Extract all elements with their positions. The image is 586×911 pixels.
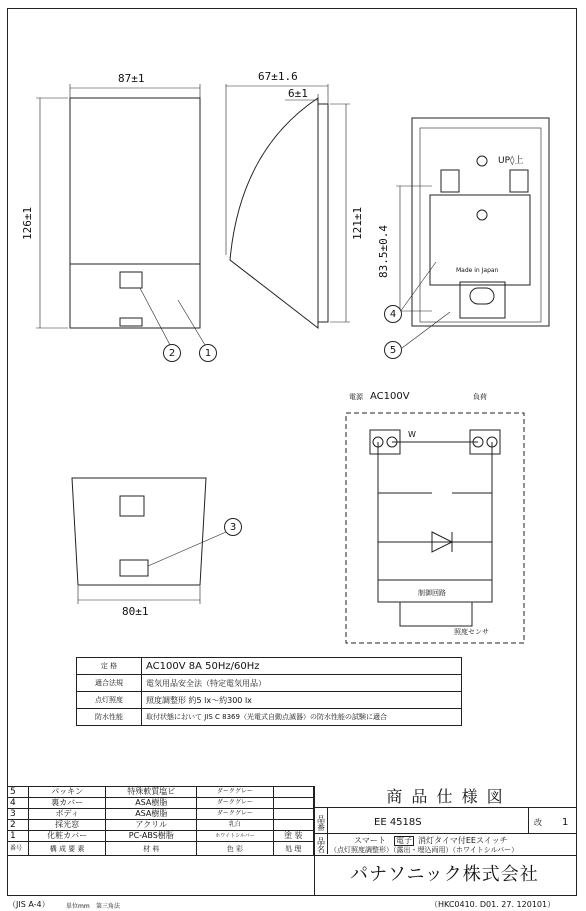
spec-key: 点灯照度	[77, 692, 142, 709]
parts-table	[7, 786, 314, 856]
spec-value: AC100V 8A 50Hz/60Hz	[142, 658, 462, 675]
part-name: 化粧カバー	[29, 831, 106, 842]
part-material: 特殊軟質塩ビ	[106, 787, 197, 798]
part-color: ダークグレー	[197, 809, 273, 820]
part-finish	[273, 820, 313, 831]
name-line1-box: 電子	[396, 836, 412, 845]
part-balloon-3: 3	[224, 518, 242, 536]
part-finish	[273, 809, 313, 820]
part-material: ASA樹脂	[106, 809, 197, 820]
table-row	[8, 787, 314, 798]
part-no: 5	[8, 787, 29, 798]
header-name: 構 成 要 素	[29, 842, 106, 856]
spec-key: 定 格	[77, 658, 142, 675]
table-header-row	[8, 842, 314, 856]
spec-value: 取付状態において JIS C 8369（光電式自動点滅器）の防水性能の試験に適合	[142, 709, 462, 726]
part-balloon-4: 4	[384, 305, 402, 323]
company-name: パナソニック株式会社	[350, 864, 539, 885]
part-finish: 塗 装	[273, 831, 313, 842]
part-color: 乳白	[197, 820, 273, 831]
part-color: ダークグレー	[197, 787, 273, 798]
part-name: パッキン	[29, 787, 106, 798]
control-circuit-label: 制御回路	[418, 589, 446, 597]
spec-table	[76, 657, 462, 726]
load-label: 負荷	[473, 393, 487, 401]
circuit-diagram	[346, 413, 524, 643]
doc-title: 商 品 仕 様 図	[314, 786, 577, 808]
rear-up-mark: UP◊上	[498, 156, 524, 166]
part-material: ASA樹脂	[106, 798, 197, 809]
sensor-label: 照度センサ	[454, 628, 489, 636]
model-number: EE 4518S	[374, 817, 422, 828]
dim-side-lip: 6±1	[288, 87, 308, 100]
part-color: ダークグレー	[197, 798, 273, 809]
footer-projection: 第三角法	[96, 903, 121, 910]
side-view	[226, 84, 350, 328]
part-no: 3	[8, 809, 29, 820]
footer-unit: 単位mm	[66, 903, 90, 910]
table-row	[8, 798, 314, 809]
part-material: PC-ABS樹脂	[106, 831, 197, 842]
table-row	[8, 809, 314, 820]
part-name: 裏カバー	[29, 798, 106, 809]
header-finish: 処 理	[273, 842, 313, 856]
spec-key: 防水性能	[77, 709, 142, 726]
revision-label: 改	[534, 818, 542, 827]
dim-bottom-width: 80±1	[122, 605, 149, 618]
wire-label: W	[408, 430, 416, 439]
power-label: 電源	[349, 393, 363, 401]
name-line1-b: 消灯タイマ付EEスイッチ	[418, 836, 508, 845]
front-view	[36, 84, 205, 345]
part-no: 1	[8, 831, 29, 842]
part-balloon-1: 1	[199, 344, 217, 362]
name-line1-a: スマート	[354, 836, 386, 845]
dim-side-depth: 67±1.6	[258, 70, 298, 83]
dim-front-height: 126±1	[21, 206, 34, 240]
revision-number: 1	[562, 817, 569, 828]
part-no: 2	[8, 820, 29, 831]
spec-value: 照度調整形 約5 lx～約300 lx	[142, 692, 462, 709]
part-finish	[273, 798, 313, 809]
part-balloon-2: 2	[163, 344, 181, 362]
name-line2: （点灯照度調整形）（露出・埋込両用）（ホワイトシルバー）	[330, 846, 519, 854]
table-row	[8, 820, 314, 831]
footer-paper-size: （JIS A-4）	[8, 900, 50, 909]
title-block	[314, 786, 577, 896]
part-material: アクリル	[106, 820, 197, 831]
header-material: 材 料	[106, 842, 197, 856]
part-name: ボディ	[29, 809, 106, 820]
dim-side-height: 121±1	[351, 206, 364, 240]
rear-view	[396, 118, 549, 348]
header-no: 番号	[8, 842, 29, 856]
hinban-label: 品番	[317, 815, 325, 832]
part-color: ホワイトシルバー	[197, 831, 273, 842]
spec-value: 電気用品安全法（特定電気用品）	[142, 675, 462, 692]
voltage-label: AC100V	[370, 391, 410, 402]
hinmei-label: 品名	[317, 837, 325, 854]
dim-rear-pitch: 83.5±0.4	[377, 225, 390, 278]
bottom-view	[72, 478, 226, 604]
spec-key: 適合法規	[77, 675, 142, 692]
part-finish	[273, 787, 313, 798]
table-row	[8, 831, 314, 842]
rear-made-in-label: Made in Japan	[456, 267, 499, 274]
footer-code: （HKC0410. D01. 27. 120101）	[430, 900, 556, 909]
header-color: 色 彩	[197, 842, 273, 856]
part-balloon-5: 5	[384, 341, 402, 359]
part-name: 採光窓	[29, 820, 106, 831]
part-no: 4	[8, 798, 29, 809]
dim-front-width: 87±1	[118, 72, 145, 85]
